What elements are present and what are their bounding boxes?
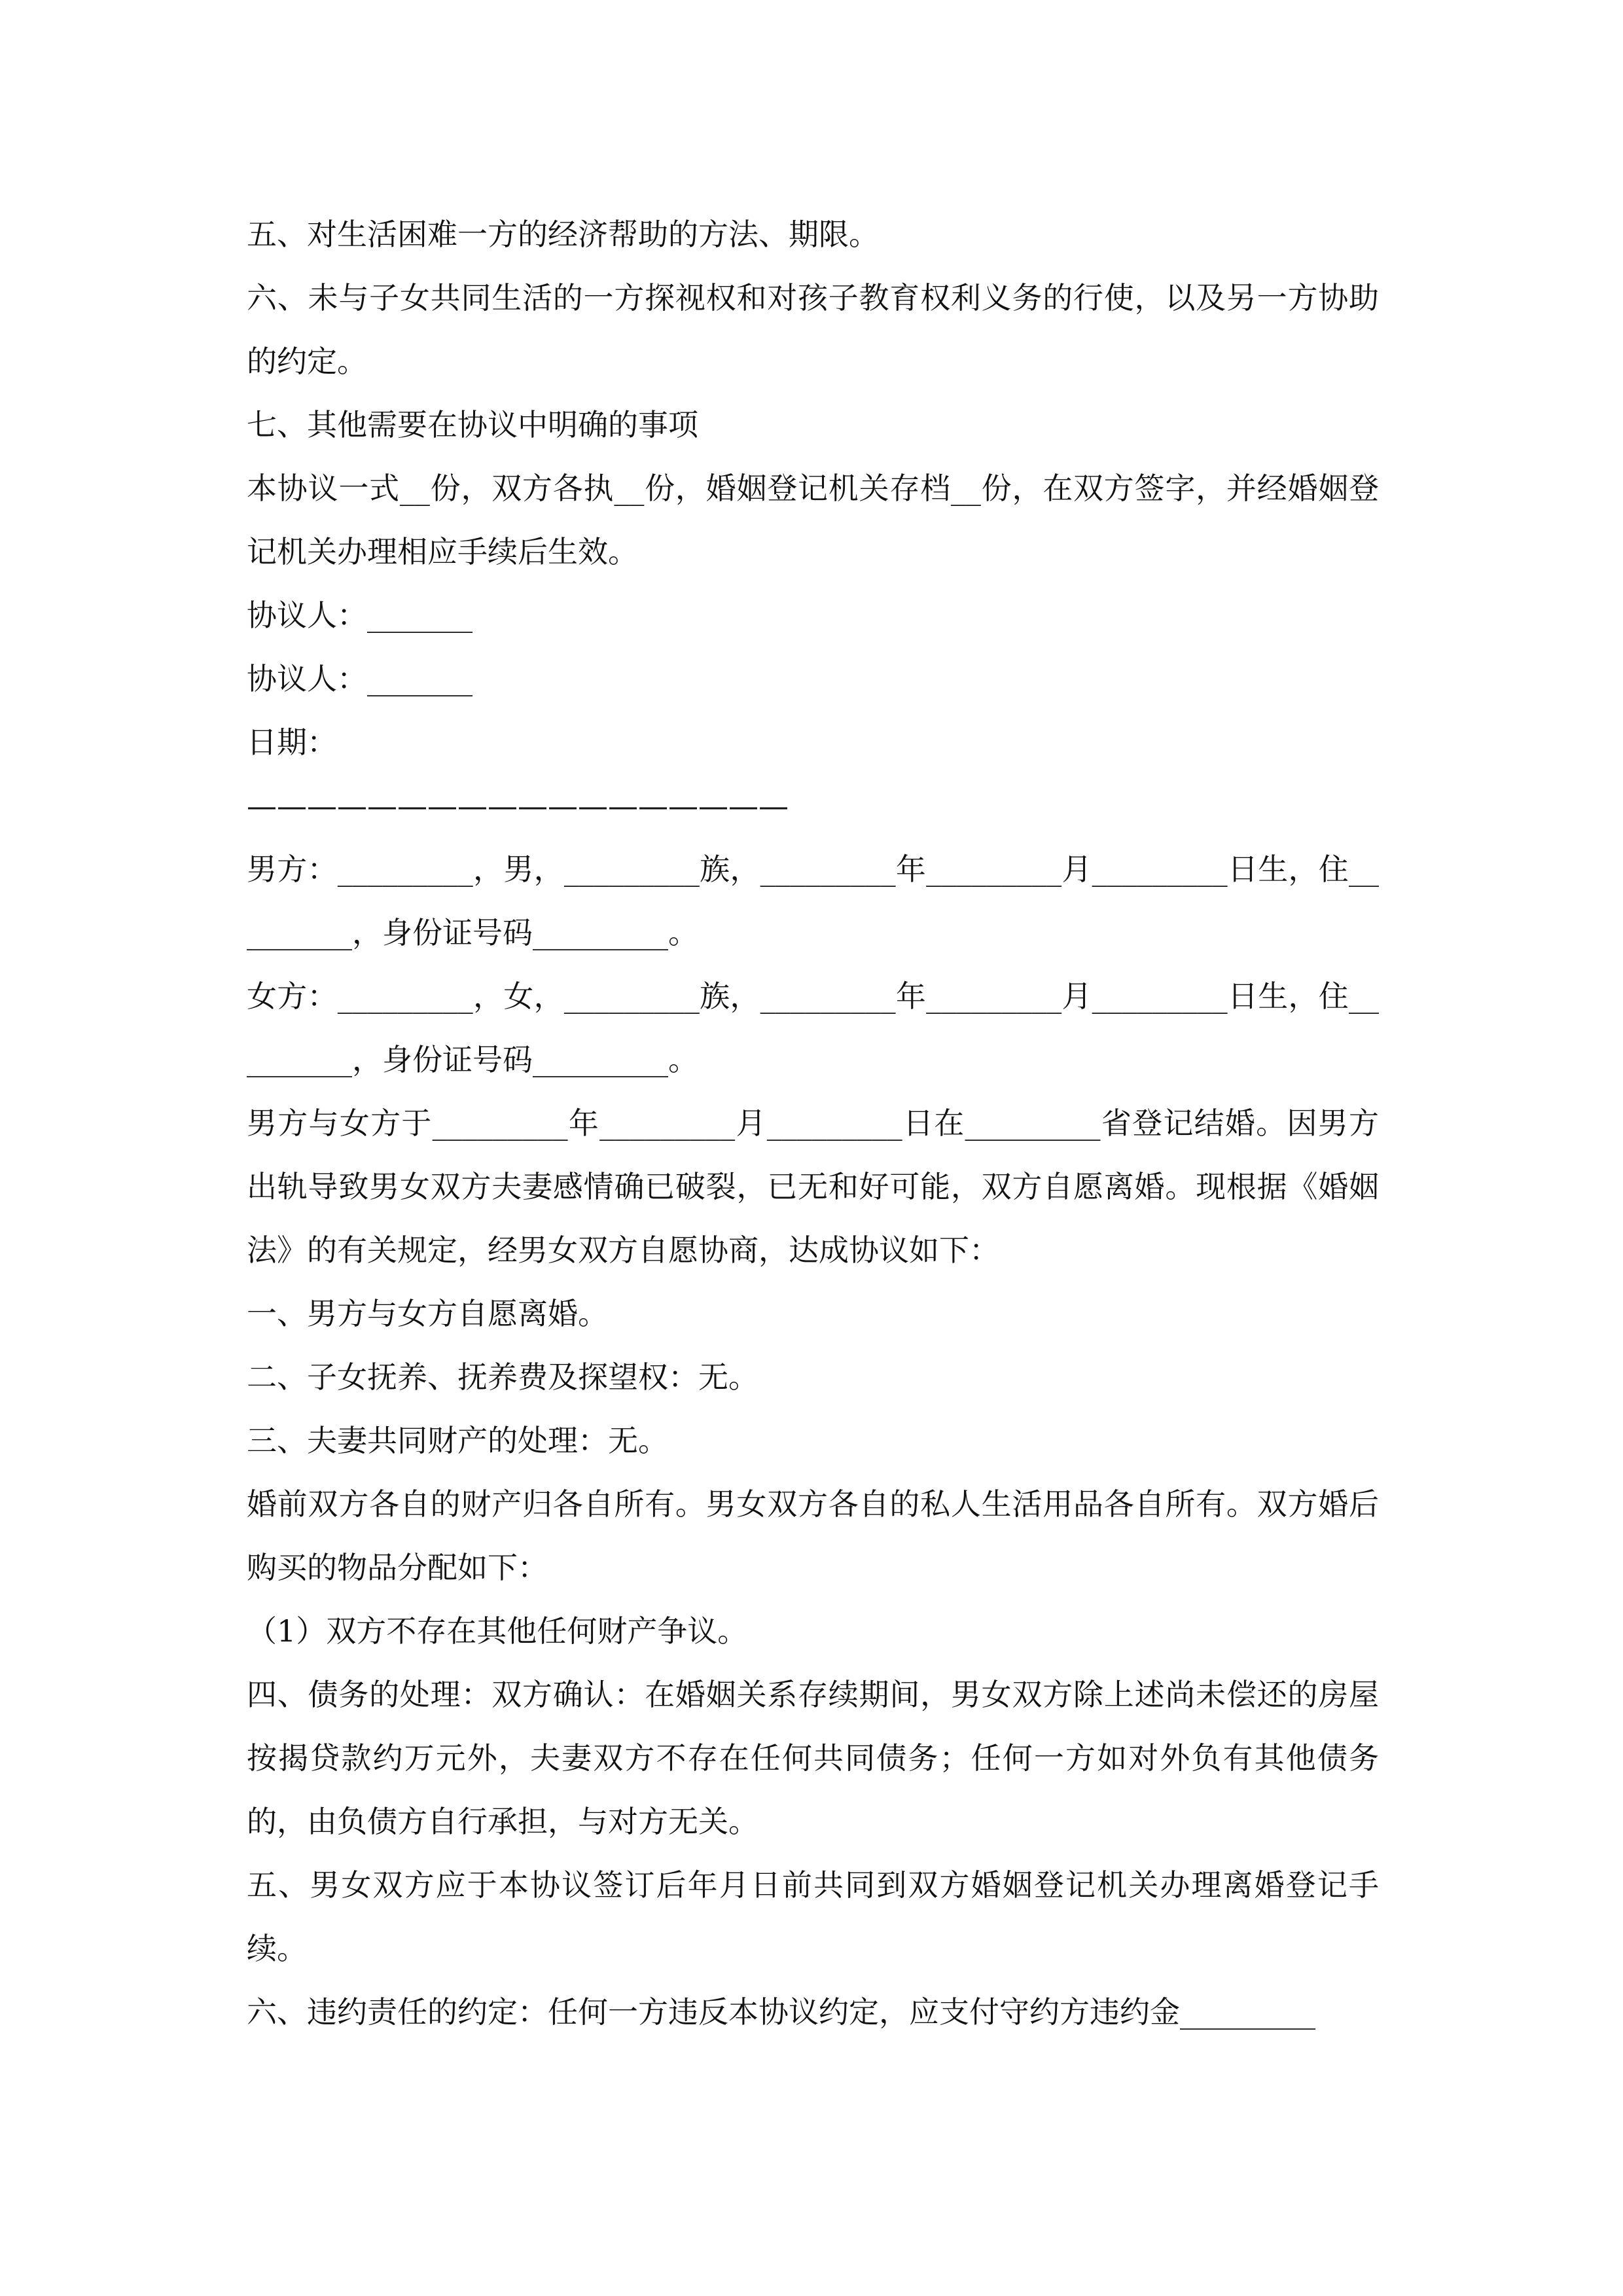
clause-divorce: 一、男方与女方自愿离婚。 bbox=[247, 1296, 608, 1331]
party-wife-info: 女方：_________，女，_________族，_________年_________月_________日生，住_________，身份证号码_________。 bbox=[247, 978, 1379, 1077]
signatory-line-2: 协议人：_______ bbox=[247, 661, 473, 696]
clause-copies-effectiveness: 本协议一式__份，双方各执__份，婚姻登记机关存档__份，在双方签字，并经婚姻登记机关办理相应手续后生效。 bbox=[247, 471, 1379, 569]
document-body bbox=[247, 203, 1379, 2044]
clause-other-matters: 七、其他需要在协议中明确的事项 bbox=[247, 407, 698, 442]
clause-visitation-rights: 六、未与子女共同生活的一方探视权和对孩子教育权利义务的行使，以及另一方协助的约定。 bbox=[247, 280, 1379, 379]
clause-breach-liability: 六、违约责任的约定：任何一方违反本协议约定，应支付守约方违约金_________ bbox=[247, 1994, 1315, 2030]
property-item-1: （1）双方不存在其他任何财产争议。 bbox=[247, 1613, 748, 1649]
clause-child-support: 二、子女抚养、抚养费及探望权：无。 bbox=[247, 1359, 758, 1395]
party-husband-info: 男方：_________，男，_________族，_________年_________月_________日生，住_________，身份证号码_________。 bbox=[247, 852, 1379, 950]
clause-economic-help: 五、对生活困难一方的经济帮助的方法、期限。 bbox=[247, 217, 879, 252]
date-line: 日期： bbox=[247, 725, 337, 760]
property-division-note: 婚前双方各自的财产归各自所有。男女双方各自的私人生活用品各自所有。双方婚后购买的物品分配如下： bbox=[247, 1486, 1379, 1585]
marriage-background: 男方与女方于_________年_________月_________日在_________省登记结婚。因男方出轨导致男女双方夫妻感情确已破裂，已无和好可能，双方自愿离婚。现根据《婚姻法》的有关规定，经男女双方自愿协商，达成协议如下： bbox=[247, 1105, 1379, 1268]
clause-registration: 五、男女双方应于本协议签订后年月日前共同到双方婚姻登记机关办理离婚登记手续。 bbox=[247, 1867, 1379, 1966]
clause-joint-property: 三、夫妻共同财产的处理：无。 bbox=[247, 1423, 668, 1458]
clause-debts: 四、债务的处理：双方确认：在婚姻关系存续期间，男女双方除上述尚未偿还的房屋按揭贷款约万元外，夫妻双方不存在任何共同债务；任何一方如对外负有其他债务的，由负债方自行承担，与对方无关。 bbox=[247, 1677, 1379, 1839]
signatory-line-1: 协议人：_______ bbox=[247, 598, 473, 633]
section-divider: —————————————————— bbox=[247, 788, 789, 823]
